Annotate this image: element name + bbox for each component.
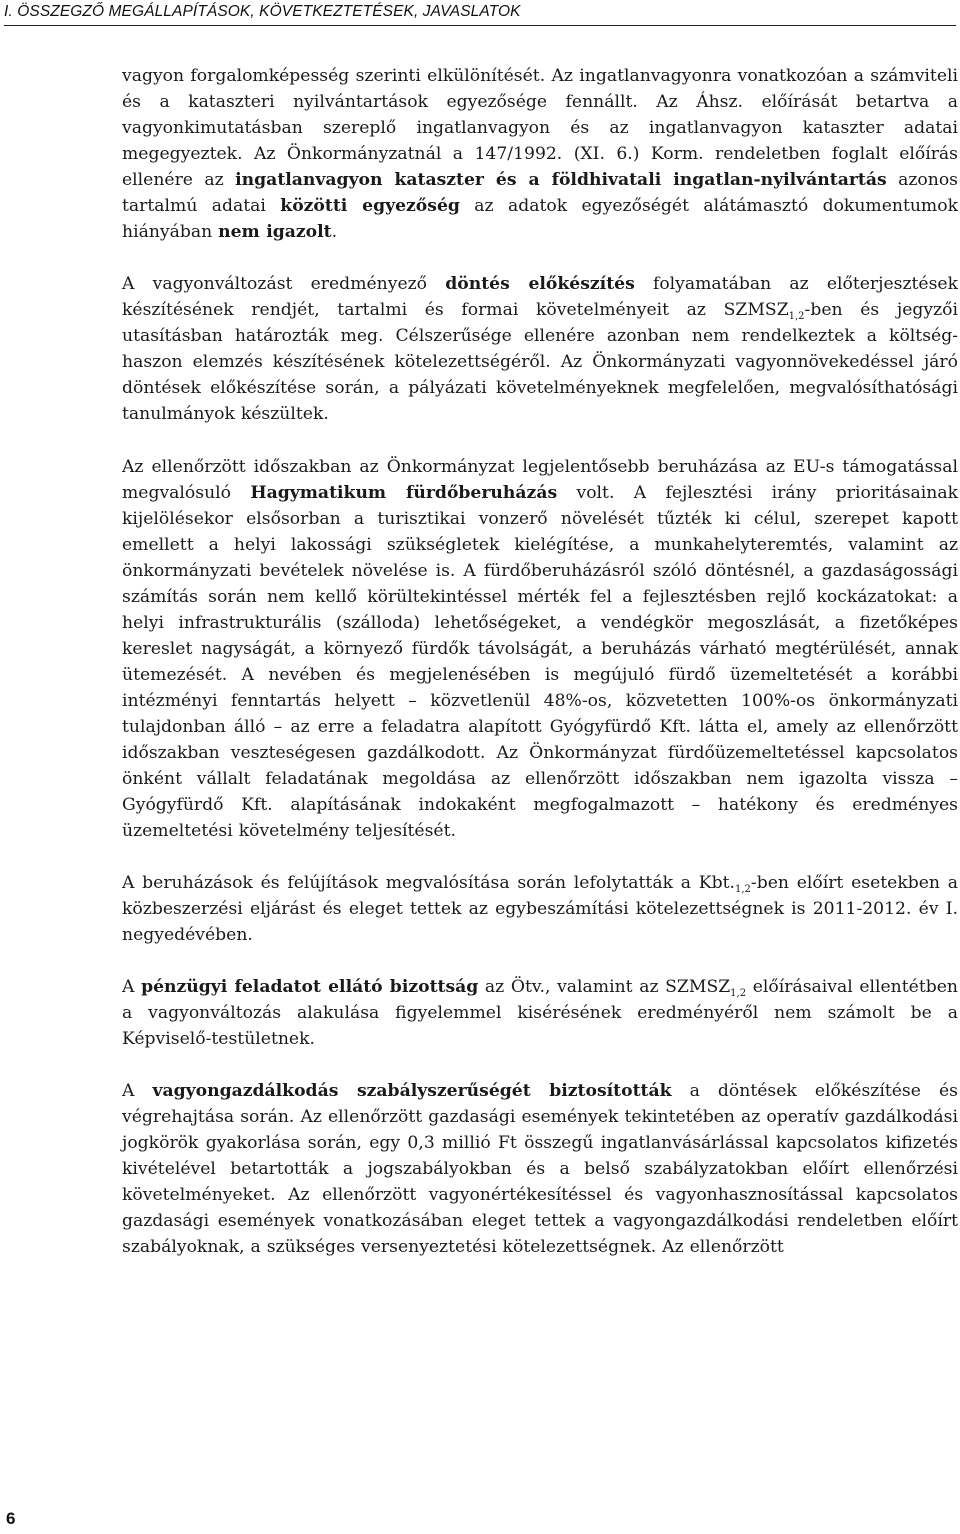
body-text-run: azonos tartalmú adatai	[122, 170, 958, 216]
body-text-run: folyamatában az előterjesztések készítésének rendjét, tartalmi és formai követelményeit az SZMSZ	[122, 274, 959, 321]
emphasis-text: közötti egyezőség	[280, 196, 460, 216]
body-text-run: az adatok egyezőségét alátámasztó dokumentumok hiányában	[122, 196, 958, 242]
body-text-run: A	[122, 977, 142, 998]
body-text-run: .	[331, 222, 338, 242]
subscript-text: 1,2	[734, 883, 751, 895]
body-text-run: a döntések előkészítése és végrehajtása során. Az ellenőrzött gazdasági események tekintetében az operatív gazdálkodási jogkörök gyakorlása során, egy 0,3 millió Ft összegű ingatlanvásárlással kapcsolatos kifizetés kivételével betartották a jogszabályokban és a belső szabályzatokban előírt ellenőrzési követelményeket. Az ellenőrzött vagyonértékesítéssel és vagyonhasznosítással kapcsolatos gazdasági események vonatkozásában eleget tettek a vagyongazdálkodási rendeletben előírt szabályoknak, a szükséges versenyeztetési kötelezettségnek. Az ellenőrzött	[122, 1081, 958, 1258]
body-text-run: előírásaival ellentétben a vagyonváltozás alakulása figyelemmel kisérésének eredményéről nem számolt be a Képviselő-testületnek.	[122, 977, 958, 1050]
body-text-run: A vagyonváltozást eredményező	[122, 274, 446, 295]
body-text-run: -ben előírt esetekben a közbeszerzési eljárást és eleget tettek az egybeszámítási kötelezettségnek is 2011-2012. év I. negyedévében.	[122, 872, 958, 945]
paragraph	[122, 271, 958, 427]
body-text-run: volt. A fejlesztési irány prioritásainak kijelölésekor elsősorban a turisztikai vonzerő növelését tűzték ki célul, szerepet kapott emellett a helyi lakossági szükségletek kielégítése, a munkahelyteremtés, valamint az önkormányzati bevételek növelése is. A fürdőberuházásról szóló döntésnél, a gazdaságossági számítás során nem kellő körültekintéssel mérték fel a fejlesztésben rejlő kockázatokat: a helyi infrastrukturális (szálloda) lehetőségeket, a vendégkör megoszlását, a fizetőképes kereslet nagyságát, a környező fürdők távolságát, a beruházás várható megtérülését, annak ütemezését. A nevében és megjelenésében is megújuló fürdő üzemeltetését a korábbi intézményi fenntartás helyett – közvetlenül 48%-os, közvetetten 100%-os önkormányzati tulajdonban álló – az erre a feladatra alapított Gyógyfürdő Kft. látta el, amely az ellenőrzött időszakban veszteségesen gazdálkodott. Az Önkormányzat fürdőüzemeltetéssel kapcsolatos önként vállalt feladatának megoldása az ellenőrzött időszakban nem igazolta vissza – Gyógyfürdő Kft. alapításának indokaként megfogalmazott – hatékony és eredményes üzemeltetési követelmény teljesítését.	[122, 482, 958, 841]
subscript-text: 1,2	[788, 311, 805, 323]
paragraph	[122, 974, 958, 1052]
paragraph	[122, 63, 958, 245]
emphasis-text: pénzügyi feladatot ellátó bizottság	[141, 977, 479, 998]
emphasis-text: nem igazolt	[218, 222, 332, 242]
body-text-run: -ben és jegyzői utasításban határozták meg. Célszerűsége ellenére azonban nem rendelkeztek a költség-haszon elemzés készítésének kötelezettségéről. Az Önkormányzati vagyonnövekedéssel járó döntések előkészítése során, a pályázati követelményeknek megfelelően, megvalósíthatósági tanulmányok készültek.	[122, 300, 958, 425]
paragraph	[122, 454, 958, 844]
emphasis-text: döntés előkészítés	[445, 274, 635, 295]
header-divider	[4, 25, 956, 26]
emphasis-text: vagyongazdálkodás szabályszerűségét biztosították	[152, 1081, 672, 1102]
body-text-run: A	[122, 1081, 153, 1102]
page-header-title: I. ÖSSZEGZŐ MEGÁLLAPÍTÁSOK, KÖVETKEZTETÉSEK, JAVASLATOK	[4, 3, 521, 20]
body-text-run: vagyon forgalomképesség szerinti elkülönítését. Az ingatlanvagyonra vonatkozóan a számviteli és a kataszteri nyilvántartások egyezősége fennállt. Az Áhsz. előírását betartva a vagyonkimutatásban szereplő ingatlanvagyon és az ingatlanvagyon kataszter adatai megegyeztek. Az Önkormányzatnál a 147/1992. (XI. 6.) Korm. rendeletben foglalt előírás ellenére az	[122, 66, 958, 190]
body-text	[122, 63, 958, 1260]
paragraph	[122, 1078, 958, 1260]
subscript-text: 1,2	[730, 988, 747, 1000]
body-text-run: Az ellenőrzött időszakban az Önkormányzat legjelentősebb beruházása az EU-s támogatással megvalósuló	[122, 456, 958, 503]
paragraph	[122, 870, 958, 948]
body-text-run: A beruházások és felújítások megvalósítása során lefolytatták a Kbt.	[122, 872, 735, 893]
page-number: 6	[6, 1509, 16, 1528]
emphasis-text: ingatlanvagyon kataszter és a földhivatali ingatlan-nyilvántartás	[235, 170, 887, 190]
body-text-run: az Ötv., valamint az SZMSZ	[478, 977, 731, 998]
emphasis-text: Hagymatikum fürdőberuházás	[250, 482, 558, 503]
